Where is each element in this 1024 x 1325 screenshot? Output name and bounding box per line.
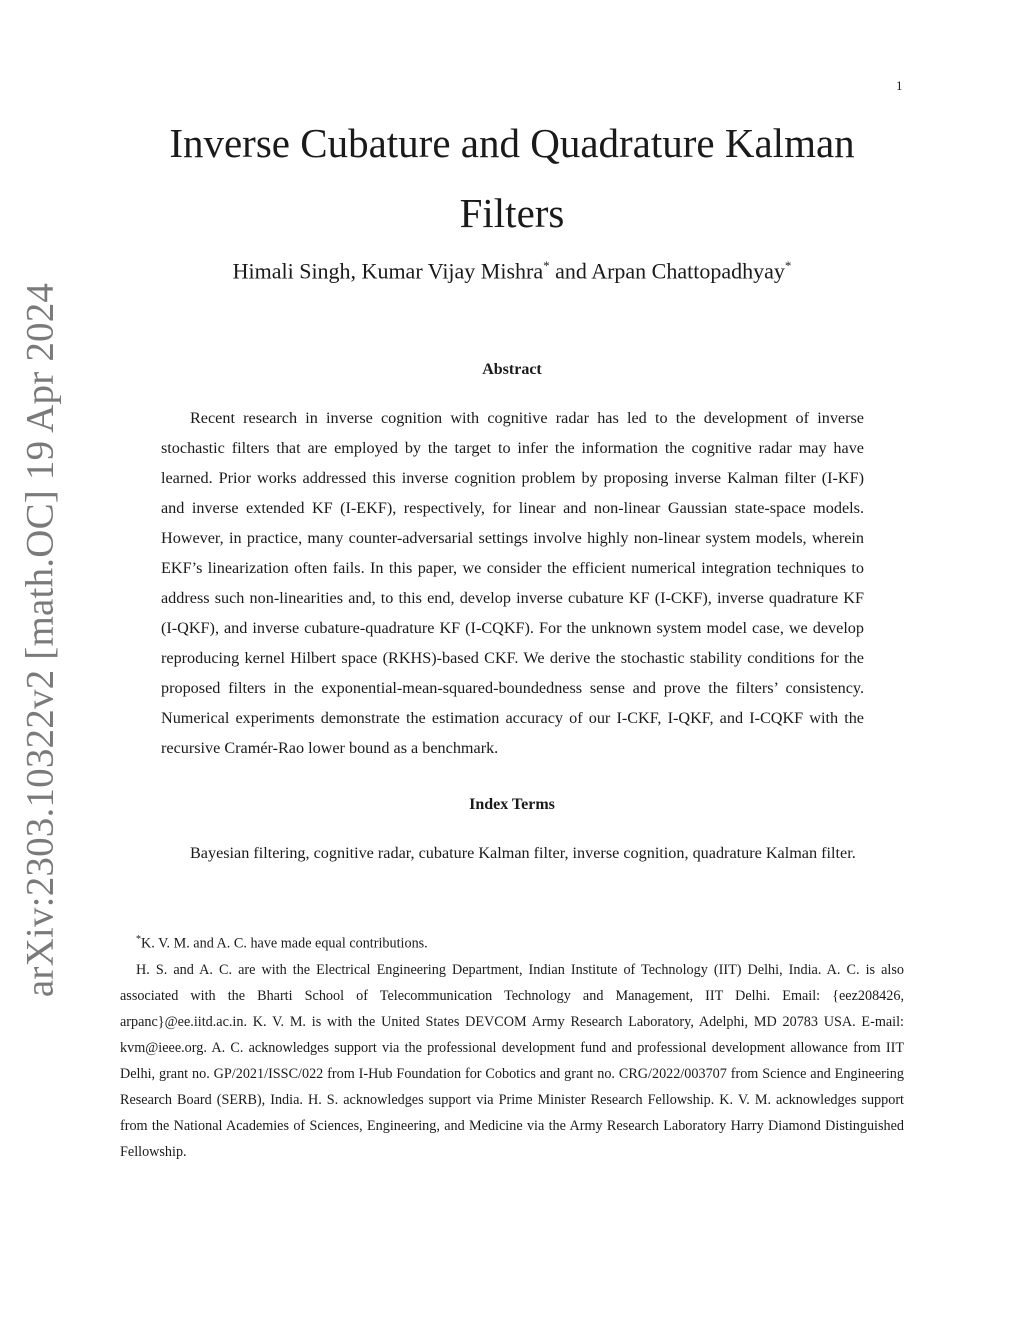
author-footnote-mark: * (543, 258, 550, 273)
footnote-affiliations: H. S. and A. C. are with the Electrical Engineering Department, Indian Institute of Technology (IIT) Delhi, India. A. C. is also associated with the Bharti School of Telecommunication Technology and Management, IIT Delhi. Email: {eez208426, arpanc}@ee.iitd.ac.in. K. V. M. is with the United States DEVCOM Army Research Laboratory, Adelphi, MD 20783 USA. E-mail: kvm@ieee.org. A. C. acknowledges support via the professional development fund and professional development allowance from IIT Delhi, grant no. GP/2021/ISSC/022 from I-Hub Foundation for Cobotics and grant no. CRG/2022/003707 from Science and Engineering Research Board (SERB), India. H. S. acknowledges support via Prime Minister Research Fellowship. K. V. M. acknowledges support from the National Academies of Sciences, Engineering, and Medicine via the Army Research Laboratory Harry Diamond Distinguished Fellowship. (120, 961, 904, 1160)
footnote-mark: * (136, 934, 141, 945)
index-terms-heading: Index Terms (469, 796, 555, 813)
author-names-first: Himali Singh, Kumar Vijay Mishra (232, 258, 544, 284)
abstract-heading: Abstract (482, 361, 542, 378)
paper-title-line-1: Inverse Cubature and Quadrature Kalman (169, 120, 855, 166)
footnote-equal-contribution (120, 927, 904, 957)
arxiv-identifier-stamp: arXiv:2303.10322v2 [math.OC] 19 Apr 2024 (18, 282, 62, 998)
index-terms-body: Bayesian filtering, cognitive radar, cubature Kalman filter, inverse cognition, quadrature Kalman filter. (190, 844, 856, 862)
page-number: 1 (896, 78, 903, 93)
author-names-second: and Arpan Chattopadhyay (549, 258, 785, 284)
footnotes (120, 927, 904, 1165)
paper-title-line-2: Filters (459, 190, 565, 236)
abstract-body: Recent research in inverse cognition with cognitive radar has led to the development of inverse stochastic filters that are employed by the target to infer the information the cognitive radar may have learned. Prior works addressed this inverse cognition problem by proposing inverse Kalman filter (I-KF) and inverse extended KF (I-EKF), respectively, for linear and non-linear Gaussian state-space models. However, in practice, many counter-adversarial settings involve highly non-linear system models, wherein EKF’s linearization often fails. In this paper, we consider the efficient numerical integration techniques to address such non-linearities and, to this end, develop inverse cubature KF (I-CKF), inverse quadrature KF (I-QKF), and inverse cubature-quadrature KF (I-CQKF). For the unknown system model case, we develop reproducing kernel Hilbert space (RKHS)-based CKF. We derive the stochastic stability conditions for the proposed filters in the exponential-mean-squared-boundedness sense and prove the filters’ consistency. Numerical experiments demonstrate the estimation accuracy of our I-CKF, I-QKF, and I-CQKF with the recursive Cramér-Rao lower bound as a benchmark. (161, 409, 864, 757)
author-footnote-mark: * (784, 258, 792, 273)
paper-title (120, 108, 904, 248)
author-list (120, 258, 904, 284)
footnote-equal-contribution-text: K. V. M. and A. C. have made equal contributions. (141, 935, 428, 952)
